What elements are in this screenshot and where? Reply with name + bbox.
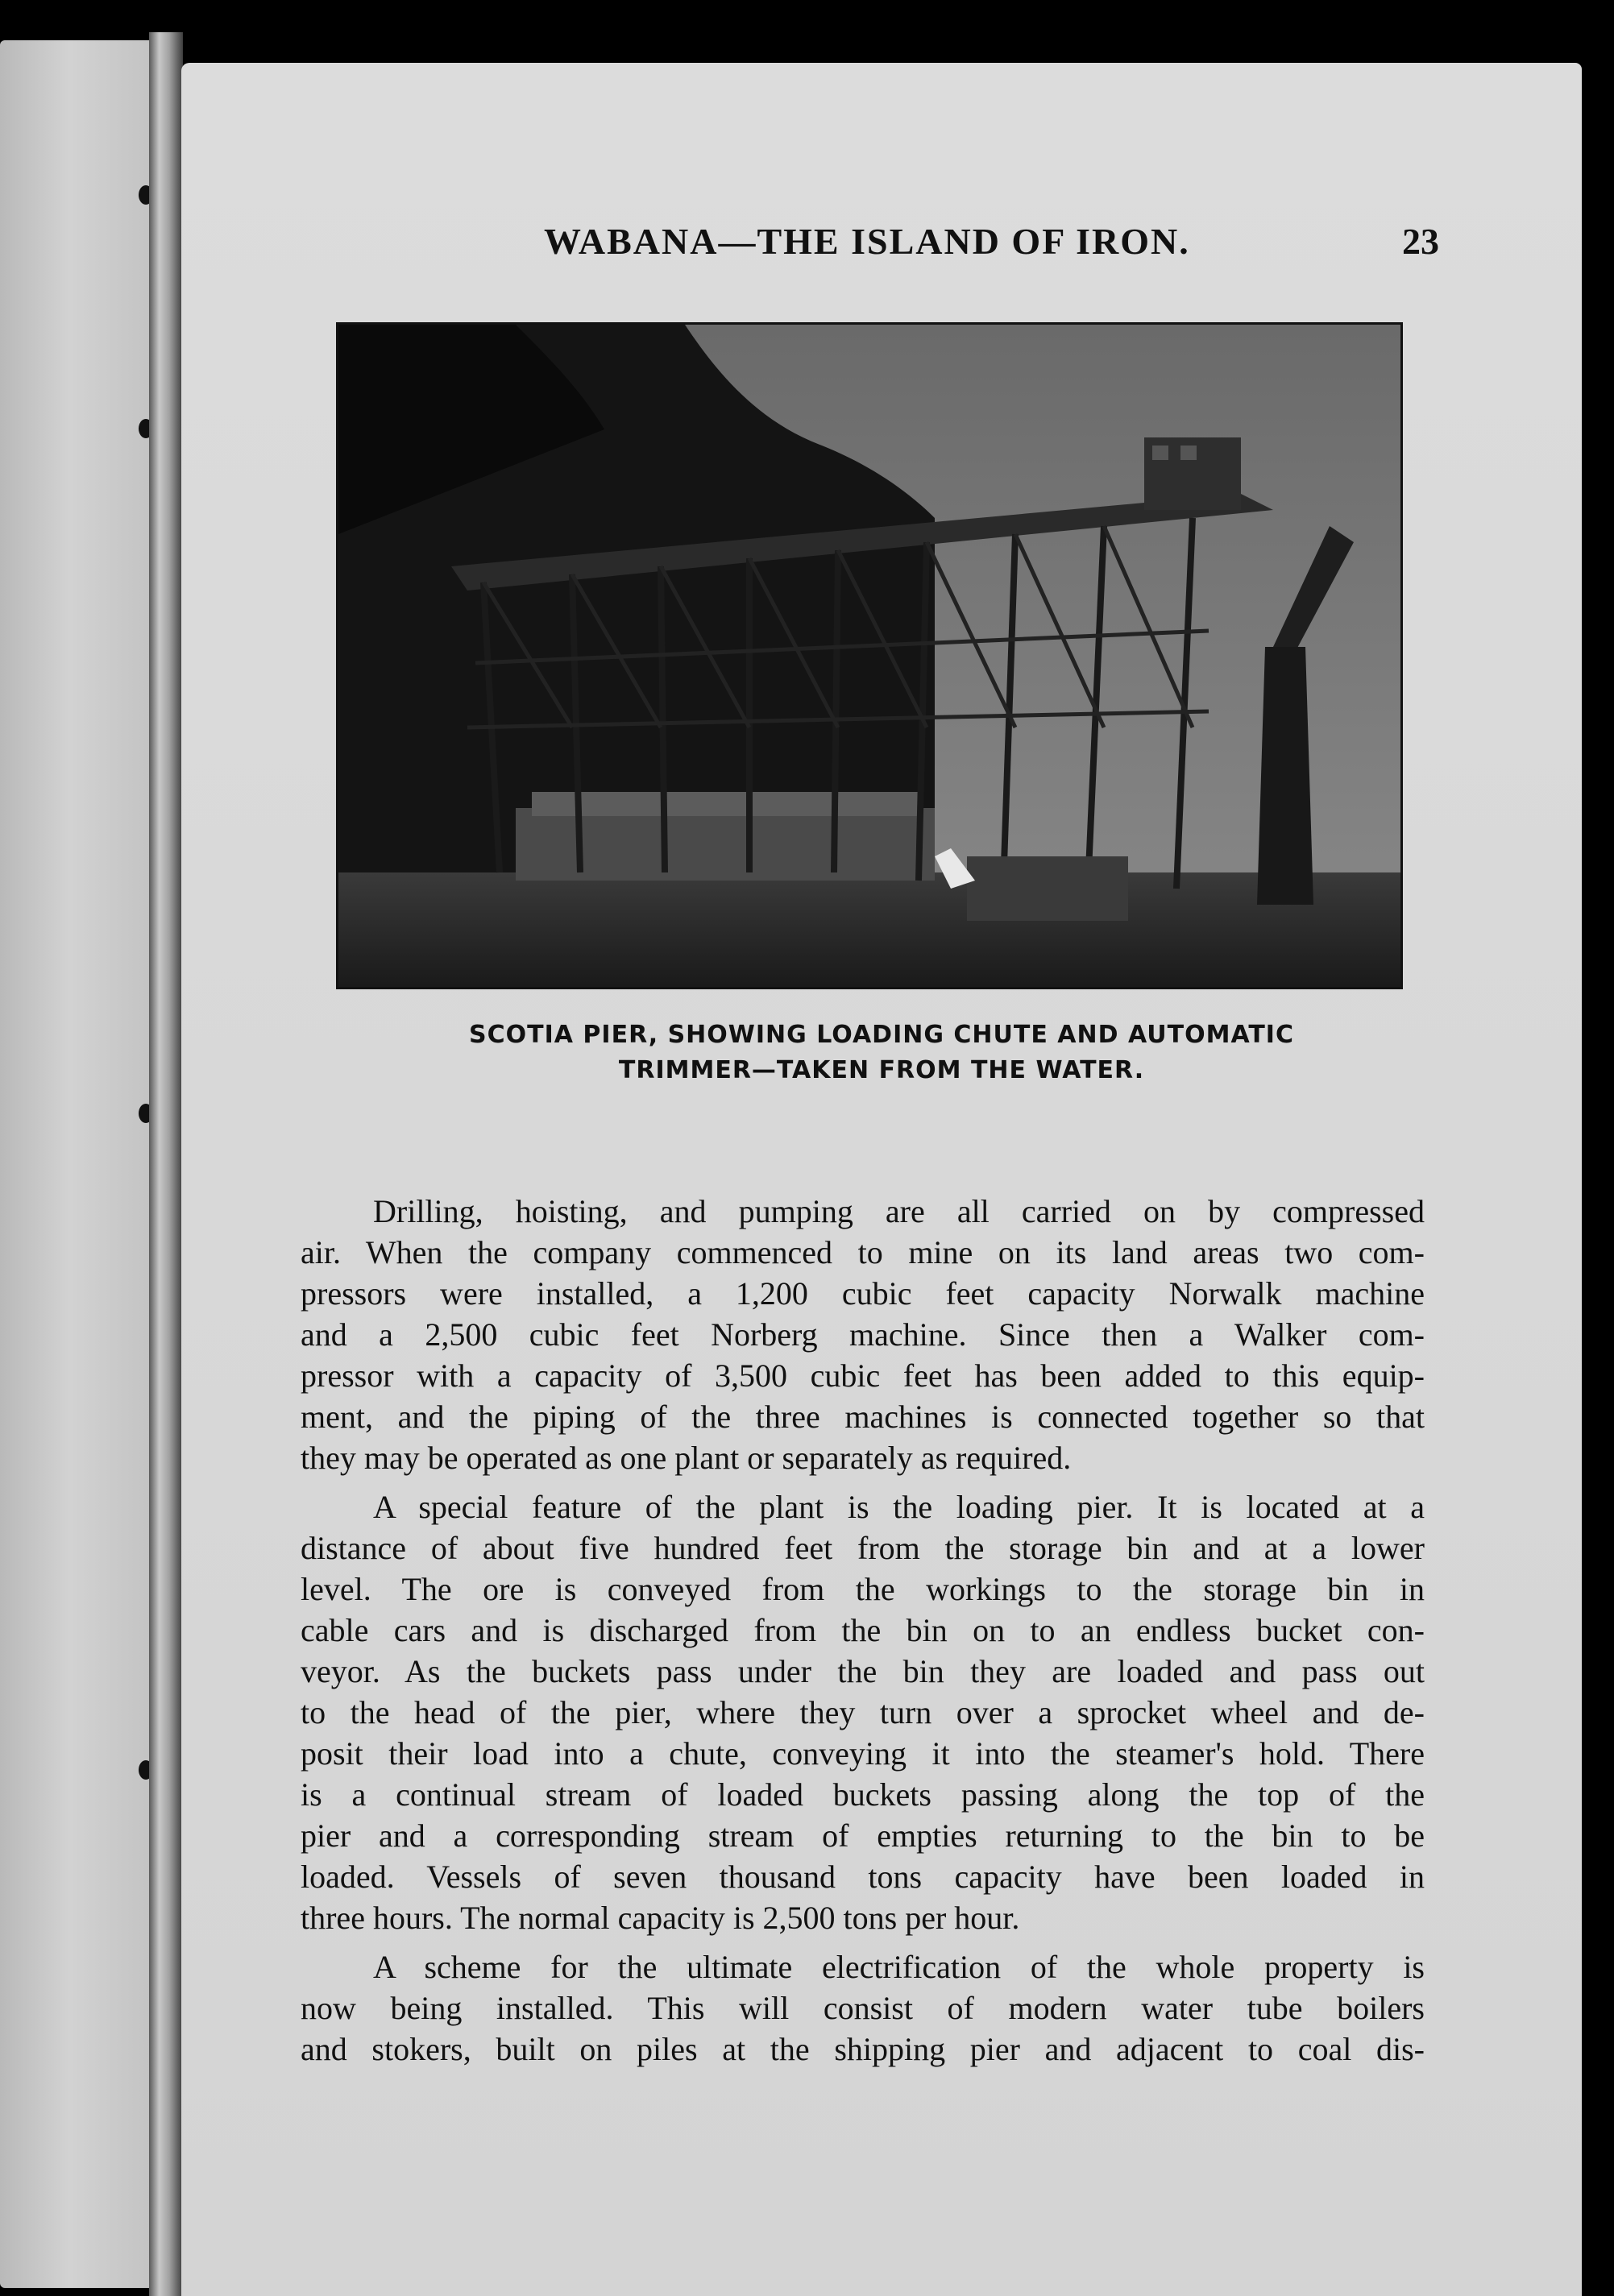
text-line: veyor. As the buckets pass under the bin they are loaded and pass out (301, 1653, 1425, 1689)
pier-photograph (336, 322, 1403, 989)
body-text (301, 1191, 1425, 2078)
book-spine (149, 32, 183, 2296)
text-line: to the head of the pier, where they turn over a sprocket wheel and de- (301, 1694, 1425, 1730)
text-line: cable cars and is discharged from the bin on to an endless bucket con- (301, 1612, 1425, 1648)
page-header (181, 220, 1582, 276)
caption-line: TRIMMER—TAKEN FROM THE WATER. (618, 1056, 1145, 1084)
paragraph-electrification (301, 1946, 1425, 2070)
text-line: pressor with a capacity of 3,500 cubic feet has been added to this equip- (301, 1357, 1425, 1394)
text-line: ment, and the piping of the three machines is connected together so that (301, 1399, 1425, 1435)
text-line: level. The ore is conveyed from the workings to the storage bin in (301, 1571, 1425, 1607)
text-line: Drilling, hoisting, and pumping are all carried on by compressed (373, 1193, 1425, 1229)
text-line: now being installed. This will consist of modern water tube boilers (301, 1990, 1425, 2026)
text-line: posit their load into a chute, conveying it into the steamer's hold. There (301, 1735, 1425, 1772)
text-line: A scheme for the ultimate electrification of the whole property is (373, 1949, 1425, 1985)
text-line: they may be operated as one plant or separately as required. (301, 1440, 1072, 1476)
paragraph-loading-pier (301, 1486, 1425, 1938)
text-line: pier and a corresponding stream of empties returning to the bin to be (301, 1817, 1425, 1854)
text-line: distance of about five hundred feet from the storage bin and at a lower (301, 1530, 1425, 1566)
facing-page-edge (0, 40, 173, 2288)
text-line: and stokers, built on piles at the shipping pier and adjacent to coal dis- (301, 2031, 1425, 2067)
text-line: is a continual stream of loaded buckets passing along the top of the (301, 1776, 1425, 1813)
figure-caption (181, 1017, 1582, 1088)
text-line: three hours. The normal capacity is 2,500 tons per hour. (301, 1900, 1020, 1936)
text-line: loaded. Vessels of seven thousand tons capacity have been loaded in (301, 1859, 1425, 1895)
text-line: pressors were installed, a 1,200 cubic feet capacity Norwalk machine (301, 1275, 1425, 1312)
pier-photo-illustration (338, 325, 1400, 987)
text-line: A special feature of the plant is the loading pier. It is located at a (373, 1489, 1425, 1525)
caption-line: SCOTIA PIER, SHOWING LOADING CHUTE AND AUTOMATIC (469, 1021, 1294, 1049)
text-line: air. When the company commenced to mine on its land areas two com- (301, 1234, 1425, 1270)
running-title: WABANA—THE ISLAND OF IRON. (544, 221, 1190, 262)
book-page (181, 63, 1582, 2296)
page-number: 23 (1402, 221, 1439, 262)
text-line: and a 2,500 cubic feet Norberg machine. Since then a Walker com- (301, 1316, 1425, 1353)
paragraph-compressed-air (301, 1191, 1425, 1478)
